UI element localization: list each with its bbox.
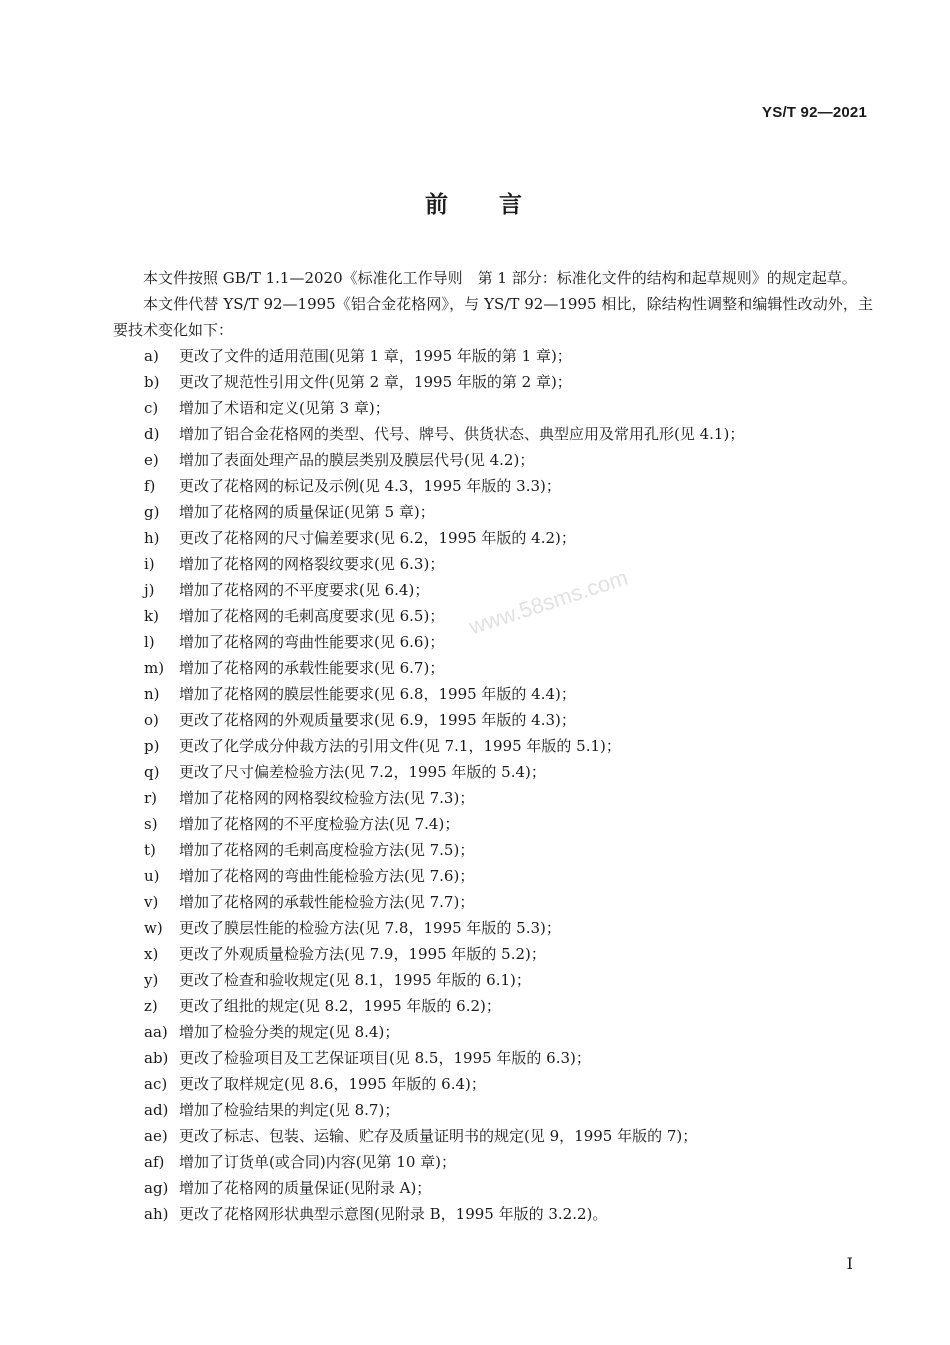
list-item-label: c) [144,399,159,417]
list-item-label: h) [144,529,160,547]
list-item-text: 更改了花格网的标记及示例(见 4.3，1995 年版的 3.3)； [179,477,561,495]
list-item-label: u) [144,867,160,885]
list-item [113,811,873,837]
list-item-text: 更改了检验项目及工艺保证项目(见 8.5，1995 年版的 6.3)； [179,1049,591,1067]
list-item-label: e) [144,451,159,469]
list-item-label: ag) [144,1179,169,1197]
list-item-label: z) [144,997,158,1015]
list-item [113,889,873,915]
list-item-label: aa) [144,1023,168,1041]
page-title [0,186,950,219]
title-char-1: 前 [425,192,451,218]
list-item [113,1019,873,1045]
list-item-text: 增加了花格网的网格裂纹要求(见 6.3)； [179,555,445,573]
list-item-text: 增加了花格网的毛刺高度要求(见 6.5)； [179,607,445,625]
list-item-text: 增加了花格网的弯曲性能要求(见 6.6)； [179,633,445,651]
list-item-label: a) [144,347,159,365]
list-item [113,837,873,863]
list-item [113,577,873,603]
list-item-text: 更改了花格网的尺寸偏差要求(见 6.2，1995 年版的 4.2)； [179,529,576,547]
list-item-text: 增加了花格网的质量保证(见附录 A)； [179,1179,432,1197]
list-item-label: af) [144,1153,165,1171]
list-item-label: ah) [144,1205,169,1223]
list-item-text: 更改了检查和验收规定(见 8.1，1995 年版的 6.1)； [179,971,531,989]
list-item-label: k) [144,607,159,625]
list-item-label: ab) [144,1049,169,1067]
list-item-text: 更改了规范性引用文件(见第 2 章，1995 年版的第 2 章)； [179,373,572,391]
page-number: I [846,1254,853,1273]
list-item-text: 增加了检验结果的判定(见 8.7)； [179,1101,400,1119]
list-item-label: ac) [144,1075,168,1093]
list-item [113,447,873,473]
list-item-label: b) [144,373,160,391]
list-item [113,1045,873,1071]
list-item [113,707,873,733]
watermark: www.58sms.com [465,564,631,640]
list-item [113,343,873,369]
list-item-text: 增加了花格网的不平度要求(见 6.4)； [179,581,430,599]
list-item [113,369,873,395]
list-item [113,941,873,967]
list-item-text: 更改了文件的适用范围(见第 1 章，1995 年版的第 1 章)； [179,347,572,365]
list-item [113,1149,873,1175]
list-item-label: x) [144,945,159,963]
list-item-text: 更改了膜层性能的检验方法(见 7.8，1995 年版的 5.3)； [179,919,561,937]
list-item-text: 增加了表面处理产品的膜层类别及膜层代号(见 4.2)； [179,451,535,469]
intro-paragraph-2: 本文件代替 YS/T 92—1995《铝合金花格网》，与 YS/T 92—1995 相比，除结构性调整和编辑性改动外，主要技术变化如下： [113,295,873,339]
list-item-label: w) [144,919,163,937]
list-item-label: m) [144,659,165,677]
list-item-label: o) [144,711,159,729]
list-item-text: 增加了花格网的承载性能检验方法(见 7.7)； [179,893,475,911]
document-code: YS/T 92—2021 [762,104,867,121]
intro-paragraph-1: 本文件按照 GB/T 1.1—2020《标准化工作导则 第 1 部分：标准化文件的结构和起草规则》的规定起草。 [143,269,857,287]
list-item-label: v) [144,893,159,911]
list-item-text: 增加了花格网的承载性能要求(见 6.7)； [179,659,445,677]
list-item [113,993,873,1019]
list-item-text: 更改了组批的规定(见 8.2，1995 年版的 6.2)； [179,997,501,1015]
list-item-text: 增加了花格网的膜层性能要求(见 6.8，1995 年版的 4.4)； [179,685,576,703]
list-item [113,785,873,811]
list-item [113,1123,873,1149]
list-item [113,1097,873,1123]
list-item [113,1201,873,1227]
list-item [113,525,873,551]
technical-changes-list [113,343,873,1227]
list-item-text: 增加了术语和定义(见第 3 章)； [179,399,390,417]
list-item-text: 更改了外观质量检验方法(见 7.9，1995 年版的 5.2)； [179,945,546,963]
list-item-text: 增加了花格网的毛刺高度检验方法(见 7.5)； [179,841,475,859]
list-item [113,681,873,707]
list-item [113,759,873,785]
list-item [113,551,873,577]
list-item-text: 增加了花格网的弯曲性能检验方法(见 7.6)； [179,867,475,885]
list-item-label: f) [144,477,156,495]
list-item-label: j) [144,581,155,599]
list-item-label: ad) [144,1101,169,1119]
list-item [113,863,873,889]
list-item-label: d) [144,425,160,443]
list-item-label: l) [144,633,155,651]
list-item [113,603,873,629]
list-item-label: q) [144,763,160,781]
list-item [113,395,873,421]
list-item-label: ae) [144,1127,168,1145]
foreword-body [113,265,873,1227]
list-item [113,733,873,759]
list-item-text: 增加了花格网的网格裂纹检验方法(见 7.3)； [179,789,475,807]
list-item-label: n) [144,685,160,703]
list-item-label: t) [144,841,156,859]
list-item-label: s) [144,815,158,833]
list-item-label: r) [144,789,158,807]
list-item [113,629,873,655]
list-item-text: 增加了检验分类的规定(见 8.4)； [179,1023,400,1041]
list-item-label: i) [144,555,155,573]
list-item [113,1071,873,1097]
list-item-text: 增加了订货单(或合同)内容(见第 10 章)； [179,1153,457,1171]
list-item-label: p) [144,737,160,755]
list-item-text: 增加了花格网的质量保证(见第 5 章)； [179,503,435,521]
list-item-label: y) [144,971,159,989]
list-item-text: 增加了铝合金花格网的类型、代号、牌号、供货状态、典型应用及常用孔形(见 4.1)； [179,425,745,443]
list-item [113,499,873,525]
list-item [113,421,873,447]
list-item-text: 更改了尺寸偏差检验方法(见 7.2，1995 年版的 5.4)； [179,763,546,781]
title-char-2: 言 [499,192,525,218]
list-item-text: 更改了取样规定(见 8.6，1995 年版的 6.4)； [179,1075,486,1093]
list-item-text: 更改了标志、包装、运输、贮存及质量证明书的规定(见 9，1995 年版的 7)； [179,1127,698,1145]
list-item-label: g) [144,503,160,521]
list-item-text: 更改了花格网形状典型示意图(见附录 B，1995 年版的 3.2.2)。 [179,1205,608,1223]
list-item-text: 更改了化学成分仲裁方法的引用文件(见 7.1，1995 年版的 5.1)； [179,737,621,755]
list-item [113,1175,873,1201]
list-item-text: 更改了花格网的外观质量要求(见 6.9，1995 年版的 4.3)； [179,711,576,729]
list-item [113,473,873,499]
list-item [113,967,873,993]
list-item [113,915,873,941]
list-item [113,655,873,681]
list-item-text: 增加了花格网的不平度检验方法(见 7.4)； [179,815,460,833]
